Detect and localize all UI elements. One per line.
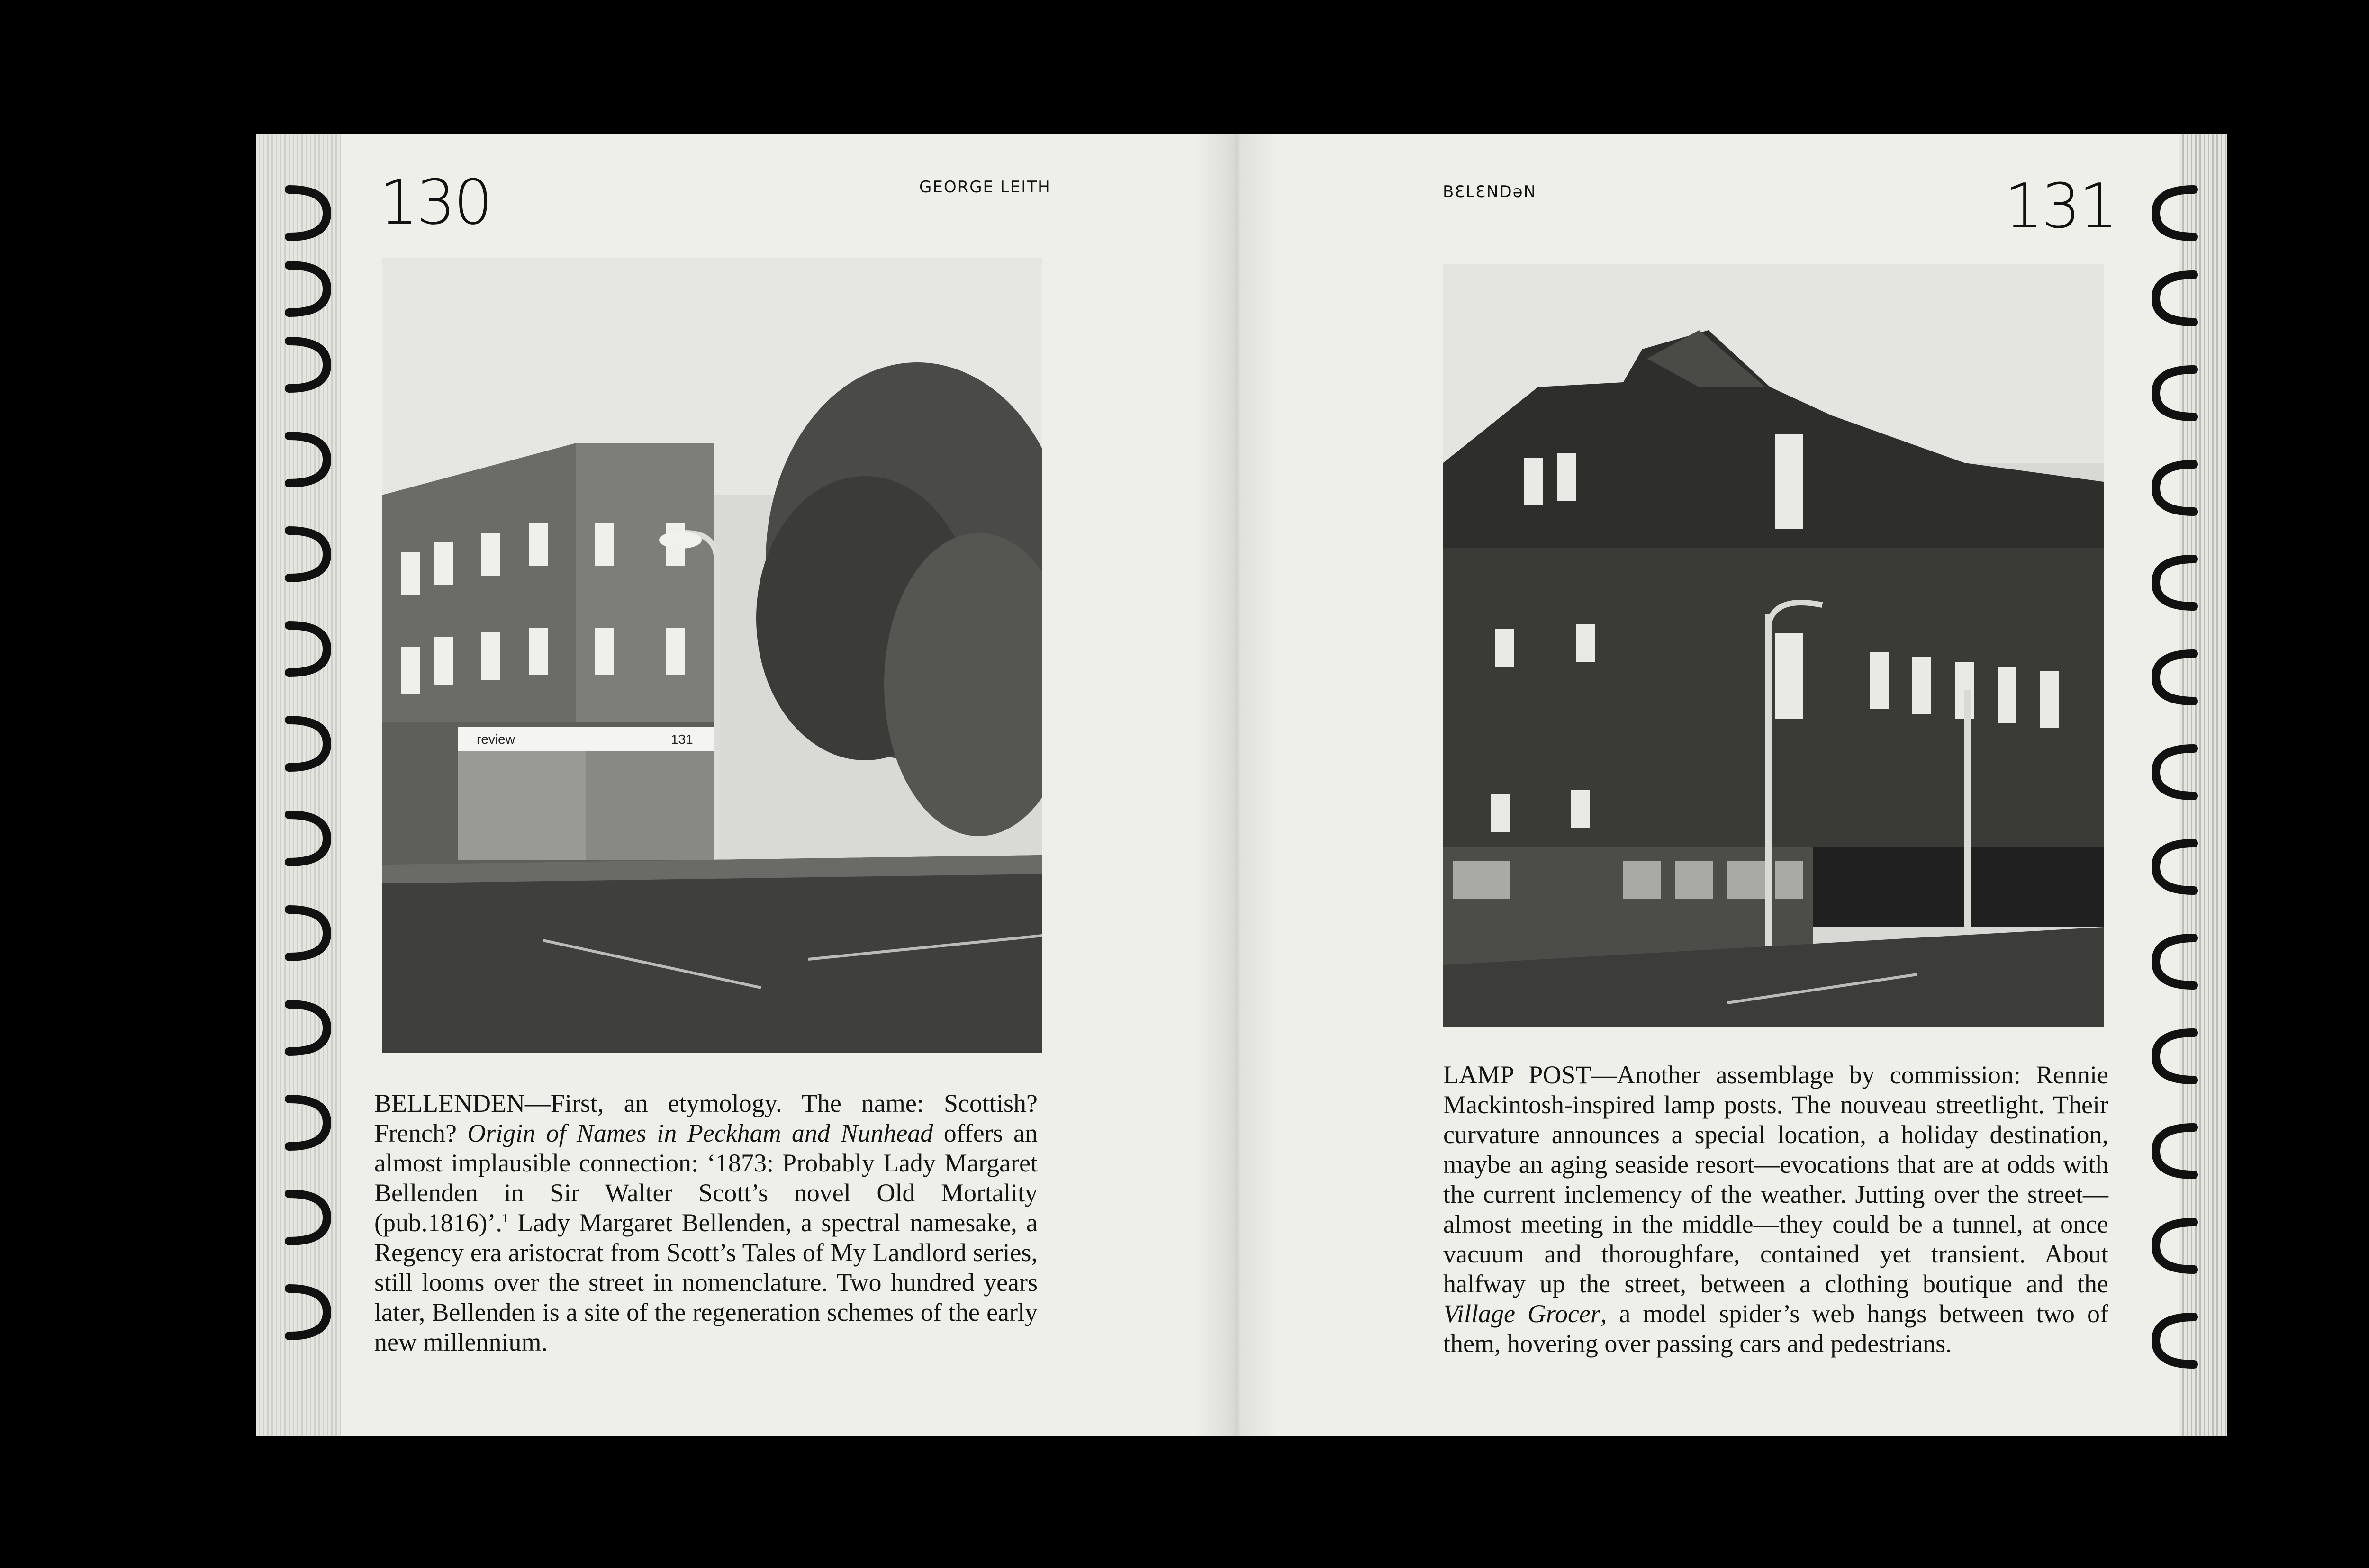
body-left-part1: BELLENDEN—First, an etymology. The name: Scottish? French? [374, 1089, 1038, 1147]
page-number-left: 130 [379, 166, 491, 238]
body-right-part1: LAMP POST—Another assemblage by commission: Rennie Mackintosh-inspired lamp posts. The nouveau streetlight. Their curvature announces a special location, a holiday destination, maybe an aging seaside resort—evocations that are at odds with the current inclemency of the weather. Jutting over the street—almost meeting in the middle—they could be a tunnel, at once vacuum and thoroughfare, contained yet transient. About halfway up the street, between a clothing boutique and the [1443, 1061, 2108, 1298]
right-edge-glyphs [2142, 171, 2208, 1383]
shop-sign-review: review [477, 732, 515, 747]
edge-glyph-pattern-right [2142, 171, 2208, 1383]
body-right-italic-name: Village Grocer [1443, 1299, 1600, 1328]
body-left-part3: Lady Margaret Bellenden, a spectral namesake, a Regency era aristocrat from Scott’s Tales of My Landlord series, still looms over the street in nomenclature. Two hundred years later, Bellenden is a site of the regeneration schemes of the early new millennium. [374, 1208, 1038, 1356]
page-number-right: 131 [2004, 170, 2116, 242]
photo-school-building [1443, 264, 2104, 1027]
body-text-right [1443, 1060, 2108, 1359]
body-left-part2: offers an almost implausible connection: ‘1873: Probably Lady Margaret Bellenden in Sir Walter Scott’s novel Old Mortality (pub.1816)’. [374, 1119, 1038, 1237]
body-right-part2: , a model spider’s web hangs between two of them, hovering over passing cars and pedestrians. [1443, 1299, 2109, 1358]
left-edge-glyphs [275, 171, 341, 1383]
body-text-left [374, 1089, 1038, 1357]
photo-street-corner-image [382, 258, 1042, 1053]
footnote-marker: 1 [502, 1211, 508, 1225]
body-left-italic-title: Origin of Names in Peckham and Nunhead [467, 1119, 933, 1147]
running-head-right: BƐLƐNDəN [1443, 182, 1537, 201]
edge-glyph-pattern-left [275, 171, 341, 1383]
shop-sign-number: 131 [671, 732, 693, 747]
photo-school-building-image [1443, 264, 2104, 1027]
running-head-left: GEORGE LEITH [919, 178, 1051, 197]
photo-street-corner [382, 258, 1042, 1053]
